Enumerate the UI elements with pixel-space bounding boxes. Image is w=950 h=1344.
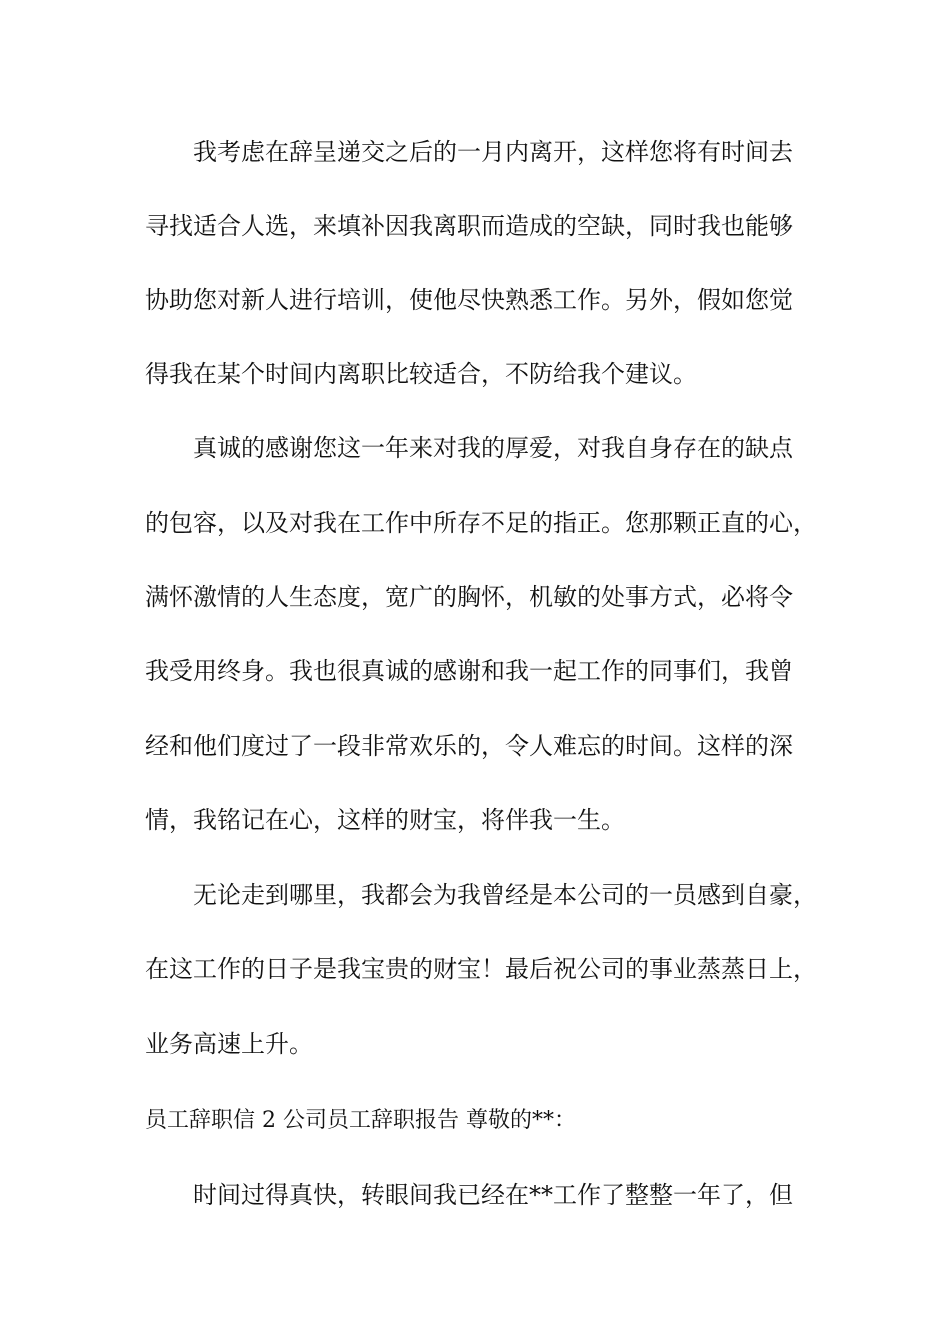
paragraph-1-line-2: 寻找适合人选，来填补因我离职而造成的空缺，同时我也能够 [145, 212, 793, 240]
paragraph-4-line-1: 时间过得真快，转眼间我已经在**工作了整整一年了，但 [193, 1181, 793, 1209]
paragraph-3-line-1: 无论走到哪里，我都会为我曾经是本公司的一员感到自豪， [193, 881, 817, 909]
paragraph-1-line-4: 得我在某个时间内离职比较适合，不防给我个建议。 [145, 360, 697, 388]
paragraph-2-line-1: 真诚的感谢您这一年来对我的厚爱，对我自身存在的缺点 [193, 434, 793, 462]
paragraph-2-line-4: 我受用终身。我也很真诚的感谢和我一起工作的同事们，我曾 [145, 657, 793, 685]
paragraph-2-line-6: 情，我铭记在心，这样的财宝，将伴我一生。 [145, 806, 625, 834]
paragraph-2-line-3: 满怀激情的人生态度，宽广的胸怀，机敏的处事方式，必将令 [145, 583, 793, 611]
paragraph-3-line-2: 在这工作的日子是我宝贵的财宝！最后祝公司的事业蒸蒸日上， [145, 955, 817, 983]
paragraph-2-line-5: 经和他们度过了一段非常欢乐的，令人难忘的时间。这样的深 [145, 732, 793, 760]
paragraph-1-line-1: 我考虑在辞呈递交之后的一月内离开，这样您将有时间去 [193, 138, 793, 166]
paragraph-3-line-3: 业务高速上升。 [145, 1030, 313, 1058]
paragraph-1-line-3: 协助您对新人进行培训，使他尽快熟悉工作。另外，假如您觉 [145, 286, 793, 314]
paragraph-2-line-2: 的包容，以及对我在工作中所存不足的指正。您那颗正直的心， [145, 509, 817, 537]
letter-heading: 员工辞职信 2 公司员工辞职报告 尊敬的**： [145, 1108, 576, 1133]
